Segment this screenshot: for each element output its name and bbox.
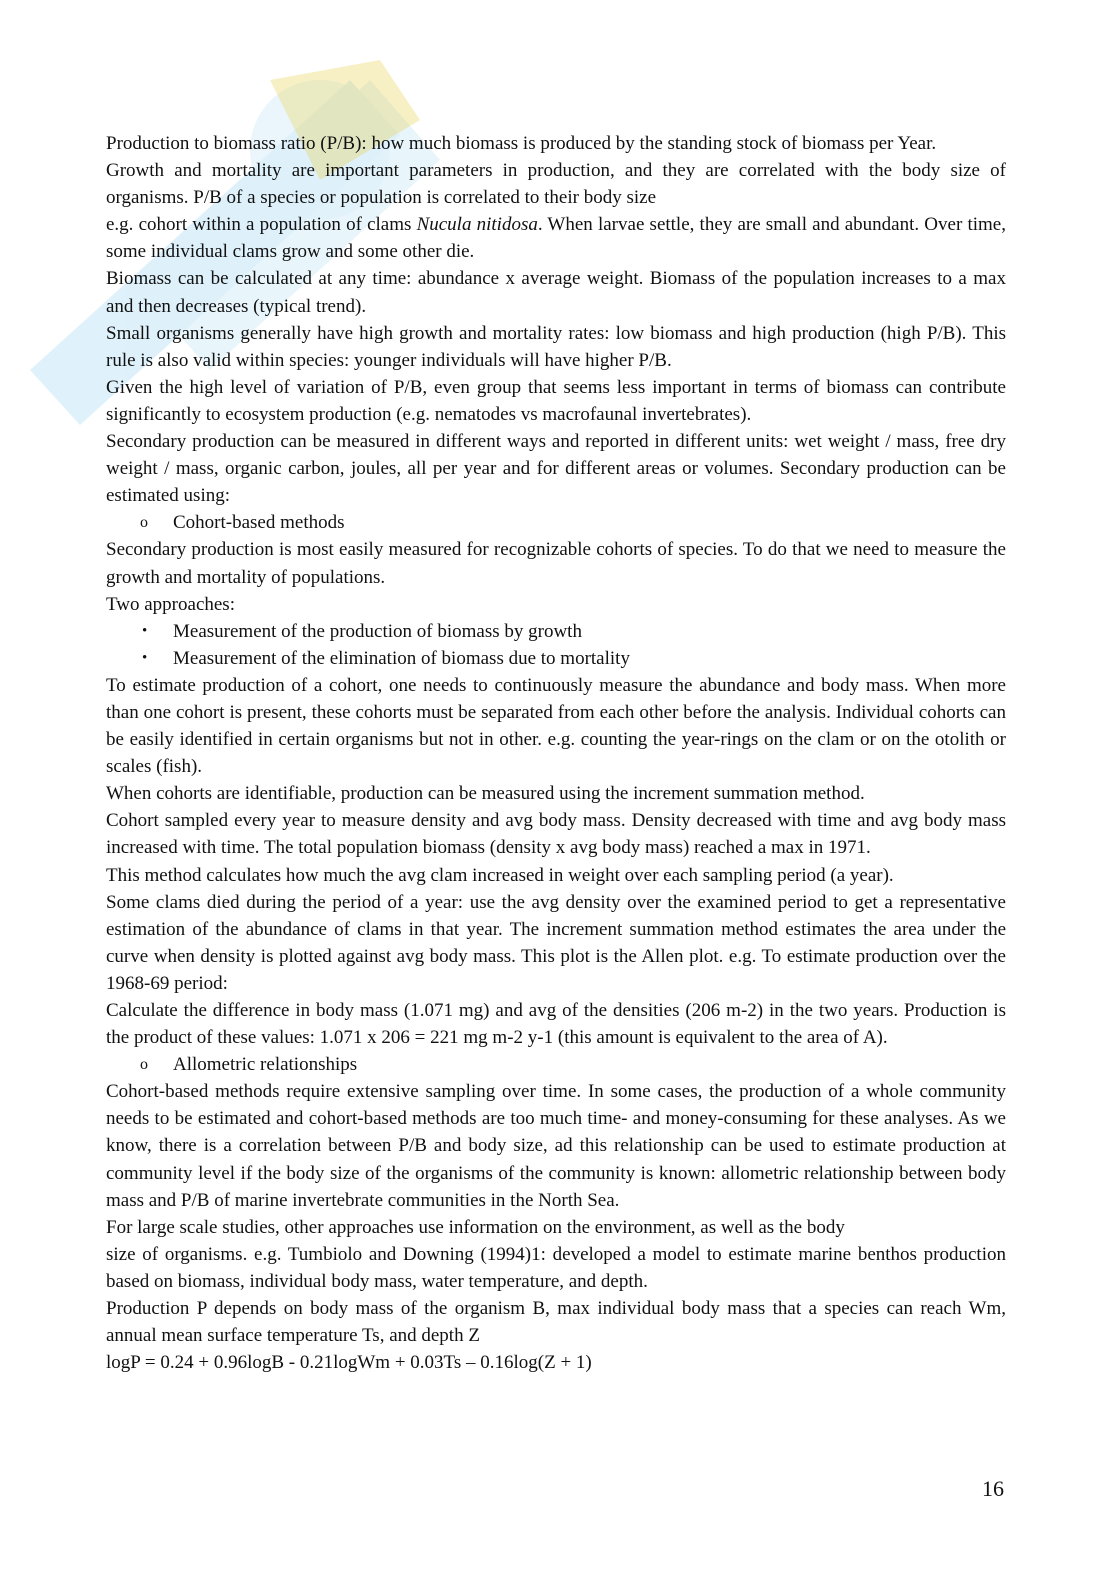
paragraph: Secondary production can be measured in different ways and reported in different units: wet weight / mass, free dry weight / mass, organic carbon, joules, all per year and for different areas or volumes. Secondary production can be estimated using: [106, 431, 1006, 507]
page-number: 16 [982, 1476, 1004, 1501]
paragraph: Cohort-based methods require extensive sampling over time. In some cases, the production of a whole community needs to be estimated and cohort-based methods are too much time- and money-consuming for these analyses. As we know, there is a correlation between P/B and body size, ad this relationship can be used to estimate production at community level if the body size of the organisms of the community is known: allometric relationship between body mass and P/B of marine invertebrate communities in the North Sea. [106, 1081, 1006, 1211]
page-body [106, 130, 1006, 1376]
paragraph: Two approaches: [106, 593, 235, 615]
paragraph: Production to biomass ratio (P/B): how much biomass is produced by the standing stock of biomass per Year. [106, 133, 937, 154]
bullet-list-item: • Measurement of the elimination of biomass due to mortality [106, 645, 1006, 672]
paragraph: Calculate the difference in body mass (1.071 mg) and avg of the densities (206 m-2) in the two years. Production is the product of these values: 1.071 x 206 = 221 mg m-2 y-1 (this amount is equivalent to the area of A). [106, 1000, 1006, 1049]
circle-bullet-icon: o [140, 514, 148, 532]
bullet-icon: • [142, 649, 148, 666]
bullet-icon: • [142, 622, 148, 639]
paragraph: size of organisms. e.g. Tumbiolo and Downing (1994)1: developed a model to estimate marine benthos production based on biomass, individual body mass, water temperature, and depth. [106, 1243, 1006, 1292]
section-list-item: o Allometric relationships [106, 1051, 1006, 1078]
paragraph: When cohorts are identifiable, production can be measured using the increment summation method. [106, 783, 865, 805]
paragraph: Cohort sampled every year to measure density and avg body mass. Density decreased with time and avg body mass increased with time. The total population biomass (density x avg body mass) reached a max in 1971. [106, 810, 1006, 859]
paragraph: Given the high level of variation of P/B, even group that seems less important in terms of biomass can contribute significantly to ecosystem production (e.g. nematodes vs macrofaunal invertebrates). [106, 376, 1006, 425]
paragraph: Small organisms generally have high growth and mortality rates: low biomass and high production (high P/B). This rule is also valid within species: younger individuals will have higher P/B. [106, 322, 1006, 371]
paragraph: e.g. cohort within a population of clams Nucula nitidosa. When larvae settle, they are small and abundant. Over time, some individual clams grow and some other die. [106, 214, 1006, 263]
paragraph: This method calculates how much the avg clam increased in weight over each sampling period (a year). [106, 864, 894, 886]
paragraph: Secondary production is most easily measured for recognizable cohorts of species. To do that we need to measure the growth and mortality of populations. [106, 539, 1006, 588]
species-name: Nucula nitidosa [416, 214, 538, 236]
paragraph: Growth and mortality are important parameters in production, and they are correlated with the body size of organisms. P/B of a species or population is correlated to their body size [106, 160, 1006, 209]
section-list-item: o Cohort-based methods [106, 509, 1006, 536]
paragraph: To estimate production of a cohort, one needs to continuously measure the abundance and body mass. When more than one cohort is present, these cohorts must be separated from each other before the analysis. Individual cohorts can be easily identified in certain organisms but not in other. e.g. counting the year-rings on the clam or on the otolith or scales (fish). [106, 674, 1006, 778]
bullet-list-item: • Measurement of the production of biomass by growth [106, 618, 1006, 645]
circle-bullet-icon: o [140, 1056, 148, 1074]
paragraph: Production P depends on body mass of the organism B, max individual body mass that a species can reach Wm, annual mean surface temperature Ts, and depth Z [106, 1298, 1006, 1347]
formula-line: logP = 0.24 + 0.96logB - 0.21logWm + 0.03Ts – 0.16log(Z + 1) [106, 1352, 592, 1374]
paragraph: Some clams died during the period of a year: use the avg density over the examined period to get a representative estimation of the abundance of clams in that year. The increment summation method estimates the area under the curve when density is plotted against avg body mass. This plot is the Allen plot. e.g. To estimate production over the 1968-69 period: [106, 891, 1006, 994]
paragraph: For large scale studies, other approaches use information on the environment, as well as the body [106, 1216, 845, 1238]
paragraph: Biomass can be calculated at any time: abundance x average weight. Biomass of the population increases to a max and then decreases (typical trend). [106, 268, 1006, 317]
